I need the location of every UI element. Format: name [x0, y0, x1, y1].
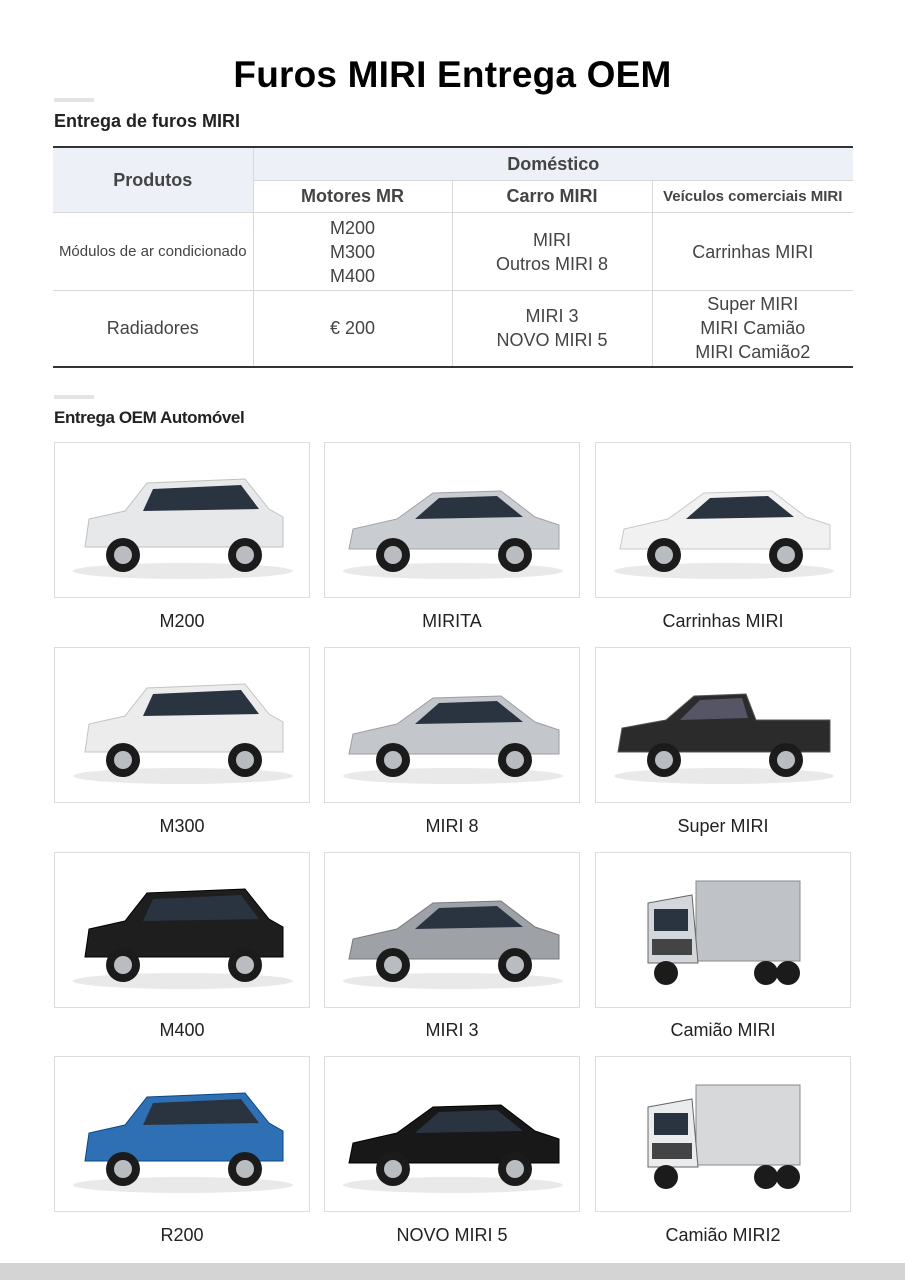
vehicle-caption: Camião MIRI: [670, 1020, 776, 1040]
header-carro: Carro MIRI: [452, 181, 652, 213]
table-cell: MIRI Outros MIRI 8: [452, 213, 652, 291]
header-domestic: Doméstico: [253, 147, 853, 181]
section-accent-bar: [54, 395, 94, 399]
vehicle-card: [324, 647, 580, 803]
product-name: Módulos de ar condicionado: [53, 213, 253, 291]
vehicle-card: [595, 852, 851, 1008]
vehicle-card: [324, 852, 580, 1008]
table-cell: M200 M300 M400: [253, 213, 452, 291]
vehicle-caption: M200: [159, 611, 205, 631]
vehicle-card: [324, 442, 580, 598]
vehicle-card: [54, 647, 310, 803]
section-accent-bar: [54, 98, 94, 102]
vehicle-caption: MIRITA: [422, 611, 482, 631]
table-cell: MIRI 3 NOVO MIRI 5: [452, 291, 652, 367]
table-row: [53, 291, 853, 367]
footer-band: [0, 1263, 905, 1280]
section-heading-supply: Entrega de furos MIRI: [54, 111, 241, 131]
vehicle-card: [595, 442, 851, 598]
vehicle-caption: M400: [159, 1020, 205, 1040]
product-name: Radiadores: [53, 291, 253, 367]
table-row: [53, 213, 853, 291]
vehicle-caption: M300: [159, 816, 205, 836]
vehicle-caption: MIRI 8: [425, 816, 479, 836]
vehicle-caption: Super MIRI: [677, 816, 769, 836]
header-comerciais: Veículos comerciais MIRI: [652, 181, 853, 213]
vehicle-card: [54, 852, 310, 1008]
table-cell: Carrinhas MIRI: [652, 213, 853, 291]
header-motores: Motores MR: [253, 181, 452, 213]
vehicle-card: [595, 647, 851, 803]
vehicle-card: [595, 1056, 851, 1212]
supply-table: [53, 146, 853, 368]
vehicle-card: [324, 1056, 580, 1212]
table-cell: Super MIRI MIRI Camião MIRI Camião2: [652, 291, 853, 367]
vehicle-caption: Carrinhas MIRI: [662, 611, 784, 631]
vehicle-caption: Camião MIRI2: [665, 1225, 781, 1245]
page-title: Furos MIRI Entrega OEM: [233, 54, 672, 95]
vehicle-card: [54, 442, 310, 598]
vehicle-card: [54, 1056, 310, 1212]
table-cell: € 200: [253, 291, 452, 367]
vehicle-caption: NOVO MIRI 5: [396, 1225, 508, 1245]
section-heading-oem: Entrega OEM Automóvel: [54, 408, 245, 427]
vehicle-caption: R200: [160, 1225, 204, 1245]
header-products: Produtos: [53, 147, 253, 213]
vehicle-caption: MIRI 3: [425, 1020, 479, 1040]
